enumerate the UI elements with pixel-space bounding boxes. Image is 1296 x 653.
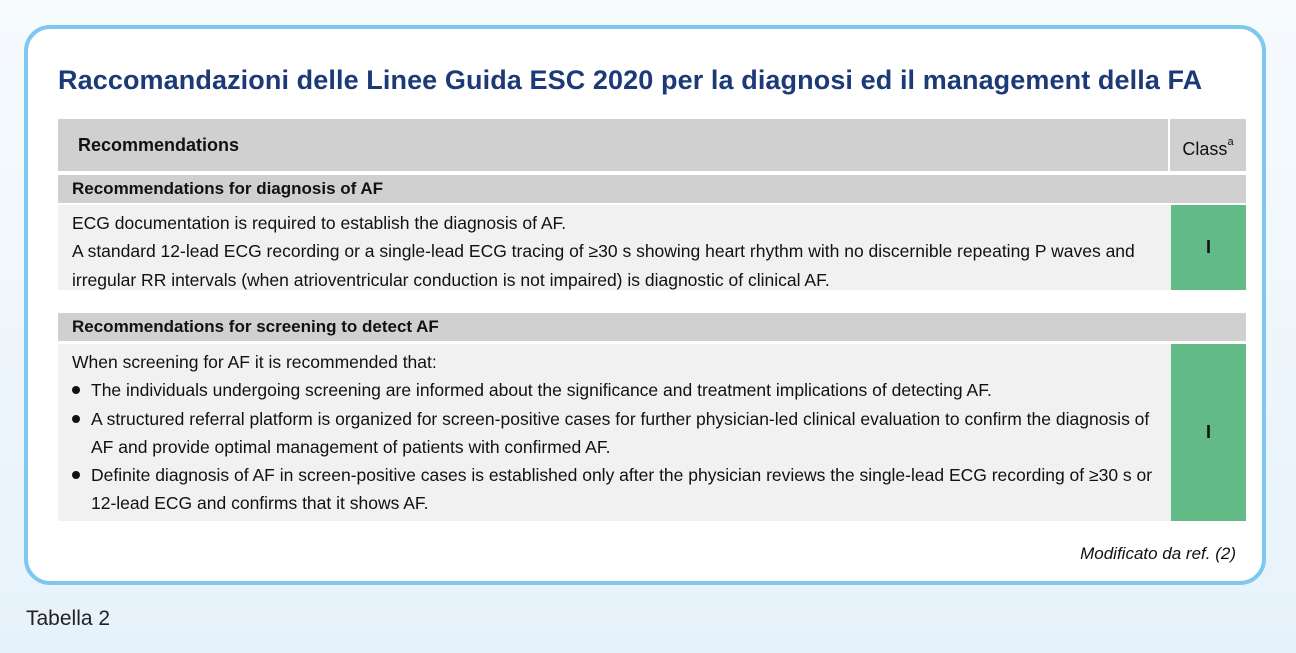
list-item: A structured referral platform is organized for screen-positive cases for further physician-led clinical evaluation to confirm the diagnosis of AF and provide optimal management of patients with confirmed AF. — [72, 405, 1154, 462]
header-class — [1170, 119, 1246, 171]
header-recommendations: Recommendations — [58, 119, 1168, 171]
table-title: Raccomandazioni delle Linee Guida ESC 2020 per la diagnosi ed il management della FA — [58, 65, 1203, 95]
class-cell-screening: I — [1171, 344, 1246, 521]
class-cell-diagnosis: I — [1171, 205, 1246, 290]
list-item: Definite diagnosis of AF in screen-positive cases is established only after the physician reviews the single-lead ECG recording of ≥30 s or 12-lead ECG and confirms that it shows AF. — [72, 461, 1154, 518]
table-card — [24, 25, 1266, 585]
screening-text — [58, 344, 1168, 521]
table-row-diagnosis — [58, 205, 1246, 290]
table-row-screening — [58, 344, 1246, 521]
section-heading-screening: Recommendations for screening to detect AF — [58, 313, 1246, 341]
list-item: The individuals undergoing screening are informed about the significance and treatment implications of detecting AF. — [72, 376, 1154, 404]
diagnosis-text — [58, 205, 1168, 290]
header-class-label: Class — [1182, 139, 1228, 159]
source-note: Modificato da ref. (2) — [1080, 544, 1236, 563]
header-class-footnote-mark: a — [1227, 136, 1234, 148]
table-caption: Tabella 2 — [26, 607, 111, 630]
table-header-row — [58, 119, 1246, 171]
screening-bullet-list — [72, 376, 1154, 517]
section-heading-diagnosis: Recommendations for diagnosis of AF — [58, 175, 1246, 203]
diagnosis-line: A standard 12-lead ECG recording or a single-lead ECG tracing of ≥30 s showing heart rhythm with no discernible repeating P waves and irregular RR intervals (when atrioventricular conduction is not impaired) is diagnostic of clinical AF. — [72, 241, 1135, 290]
diagnosis-line: ECG documentation is required to establish the diagnosis of AF. — [72, 213, 567, 233]
screening-intro: When screening for AF it is recommended that: — [72, 352, 437, 372]
